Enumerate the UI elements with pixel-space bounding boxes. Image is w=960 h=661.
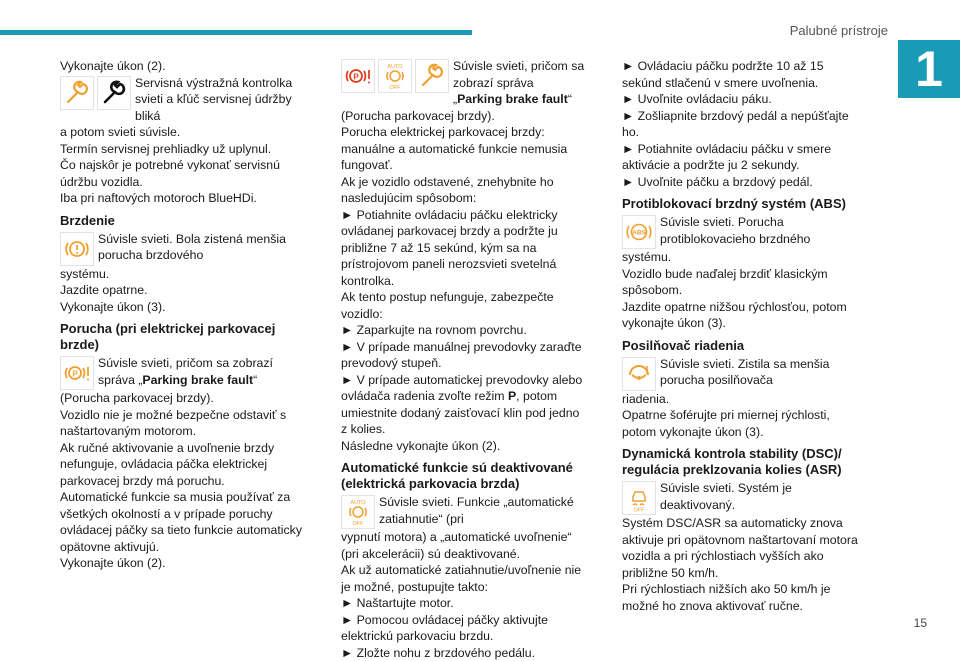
- service-line: Termín servisnej prehliadky už uplynul.: [60, 141, 304, 158]
- service-line: Iba pri naftových motoroch BlueHDi.: [60, 190, 304, 207]
- bullet-item: ► Uvoľnite páčku a brzdový pedál.: [622, 174, 866, 191]
- wrench-icon: [415, 59, 449, 93]
- column-2: [341, 58, 585, 661]
- chapter-number: 1: [915, 40, 943, 98]
- steering-lamp-text: Súvisle svieti. Zistila sa menšia porucha posilňovača: [660, 357, 829, 388]
- dsc-lamp-text: Súvisle svieti. Systém je deaktivovaný.: [660, 481, 792, 512]
- parking-brake-fault-icon: [341, 59, 375, 93]
- epb-line: Vykonajte úkon (2).: [60, 555, 304, 572]
- bullet-item: ► Zaparkujte na rovnom povrchu.: [341, 322, 585, 339]
- wrench-icon: [60, 76, 94, 110]
- chapter-tab: [898, 40, 960, 98]
- auto-off-brake-icon: [378, 59, 412, 93]
- header-accent-bar: [0, 30, 472, 35]
- section-title-auto-deactivated: Automatické funkcie sú deaktivované (elektrická parkovacia brzda): [341, 460, 585, 492]
- bullet-item: ► Zložte nohu z brzdového pedálu.: [341, 645, 585, 661]
- abs-icon: [622, 215, 656, 249]
- dsc-lamp-row: [622, 480, 866, 515]
- intro-text: Vykonajte úkon (2).: [60, 58, 304, 75]
- auto-off-brake-icon: [341, 495, 375, 529]
- brake-line: Vykonajte úkon (3).: [60, 299, 304, 316]
- brake-line: Jazdite opatrne.: [60, 282, 304, 299]
- svg-text:OFF: OFF: [390, 85, 402, 90]
- bullet-item: ► Naštartujte motor.: [341, 595, 585, 612]
- steering-wheel-icon: [622, 357, 656, 391]
- page-header-title: Palubné prístroje: [790, 23, 888, 38]
- epb-combined-lamp-row: [341, 58, 585, 124]
- stability-off-icon: [622, 481, 656, 515]
- dsc-line: Systém DSC/ASR sa automaticky znova aktivuje pri opätovnom naštartovaní motora vozidla a pri rýchlostiach vyšších ako približne 50 km/h.: [622, 515, 866, 581]
- bullet-item: ► Zošliapnite brzdový pedál a nepúšťajte ho.: [622, 108, 866, 141]
- section-title-abs: Protiblokovací brzdný systém (ABS): [622, 196, 866, 212]
- page-number: 15: [914, 616, 927, 630]
- service-lamp-text: Servisná výstražná kontrolka svieti a kľúč servisnej údržby bliká: [135, 76, 292, 123]
- svg-text:AUTO: AUTO: [387, 64, 403, 70]
- epb-line: Ak ručné aktivovanie a uvoľnenie brzdy nefunguje, ovládacia páčka elektrickej parkovacej brzdy má poruchu.: [60, 440, 304, 490]
- brake-lamp-row: [60, 231, 304, 266]
- section-title-brzdenie: Brzdenie: [60, 213, 304, 229]
- service-line: a potom svieti súvisle.: [60, 124, 304, 141]
- epb2-line: Ak je vozidlo odstavené, znehybnite ho nasledujúcim spôsobom:: [341, 174, 585, 207]
- epb-combined-text: Súvisle svieti, pričom sa zobrazí správa „Parking brake fault“ (Porucha parkovacej brzdy).: [341, 59, 584, 123]
- bullet-item: ► Ovládaciu páčku podržte 10 až 15 sekúnd stlačenú v smere uvoľnenia.: [622, 58, 866, 91]
- abs-line: Jazdite opatrne nižšou rýchlosťou, potom vykonajte úkon (3).: [622, 299, 866, 332]
- epb-lamp-text: Súvisle svieti, pričom sa zobrazí správa „Parking brake fault“: [98, 356, 273, 387]
- epb2-line: Následne vykonajte úkon (2).: [341, 438, 585, 455]
- steering-line: riadenia.: [622, 391, 866, 408]
- bullet-item: ► Potiahnite ovládaciu páčku v smere aktivácie a podržte ju 2 sekundy.: [622, 141, 866, 174]
- bullet-item: ► Potiahnite ovládaciu páčku elektricky ovládanej parkovacej brzdy a podržte ju približne 7 až 15 sekúnd, kým sa na prístrojovom paneli nerozsvieti svetelná kontrolka.: [341, 207, 585, 290]
- svg-text:OFF: OFF: [634, 508, 646, 513]
- epb-line: (Porucha parkovacej brzdy).: [60, 390, 304, 407]
- epb-line: Automatické funkcie sa musia používať za všetkých okolností a v prípade poruchy ovládacej páčky sa tieto funkcie automaticky opätovne aktivujú.: [60, 489, 304, 555]
- bullet-item: ► Pomocou ovládacej páčky aktivujte elektrickú parkovaciu brzdu.: [341, 612, 585, 645]
- bullet-item: ► Uvoľnite ovládaciu páku.: [622, 91, 866, 108]
- dsc-line: Pri rýchlostiach nižších ako 50 km/h je možné ho znova aktivovať ručne.: [622, 581, 866, 614]
- bullet-item: ► V prípade manuálnej prevodovky zaraďte prevodový stupeň.: [341, 339, 585, 372]
- section-title-dsc-asr: Dynamická kontrola stability (DSC)/ regulácia preklzovania kolies (ASR): [622, 446, 866, 478]
- brake-lamp-text: Súvisle svieti. Bola zistená menšia porucha brzdového: [98, 232, 286, 263]
- svg-text:P: P: [353, 73, 359, 82]
- parking-brake-fault-icon: [60, 356, 94, 390]
- auto-lamp-text: Súvisle svieti. Funkcie „automatické zatiahnutie“ (pri: [379, 495, 574, 526]
- auto-lamp-row: [341, 494, 585, 529]
- bullet-item: ► V prípade automatickej prevodovky alebo ovládača radenia zvoľte režim P, potom umiestnite dodaný zaisťovací klin pod jedno z kolies.: [341, 372, 585, 438]
- steering-lamp-row: [622, 356, 866, 391]
- abs-lamp-text: Súvisle svieti. Porucha protiblokovacieho brzdného: [660, 215, 810, 246]
- svg-text:P: P: [72, 370, 78, 379]
- brake-warning-icon: [60, 232, 94, 266]
- abs-line: Vozidlo bude naďalej brzdiť klasickým spôsobom.: [622, 266, 866, 299]
- svg-text:OFF: OFF: [353, 521, 365, 526]
- section-title-epb-fault: Porucha (pri elektrickej parkovacej brzde): [60, 321, 304, 353]
- svg-text:ABS: ABS: [632, 230, 646, 237]
- section-title-power-steering: Posilňovač riadenia: [622, 338, 866, 354]
- epb-lamp-row: [60, 355, 304, 390]
- column-1: [60, 58, 304, 572]
- auto-line: vypnutí motora) a „automatické uvoľnenie“ (pri akcelerácii) sú deaktivované.: [341, 529, 585, 562]
- wrench-black-icon: [97, 76, 131, 110]
- abs-lamp-row: [622, 214, 866, 249]
- epb2-line: Ak tento postup nefunguje, zabezpečte vozidlo:: [341, 289, 585, 322]
- auto-line: Ak už automatické zatiahnutie/uvoľnenie nie je možné, postupujte takto:: [341, 562, 585, 595]
- service-lamp-row: [60, 75, 304, 125]
- abs-line: systému.: [622, 249, 866, 266]
- epb-line: Vozidlo nie je možné bezpečne odstaviť s naštartovaným motorom.: [60, 407, 304, 440]
- column-3: [622, 58, 866, 614]
- steering-line: Opatrne šoférujte pri miernej rýchlosti, potom vykonajte úkon (3).: [622, 407, 866, 440]
- epb2-line: Porucha elektrickej parkovacej brzdy: manuálne a automatické funkcie nemusia fungovať.: [341, 124, 585, 174]
- service-line: Čo najskôr je potrebné vykonať servisnú údržbu vozidla.: [60, 157, 304, 190]
- brake-line: systému.: [60, 266, 304, 283]
- svg-text:AUTO: AUTO: [350, 500, 366, 506]
